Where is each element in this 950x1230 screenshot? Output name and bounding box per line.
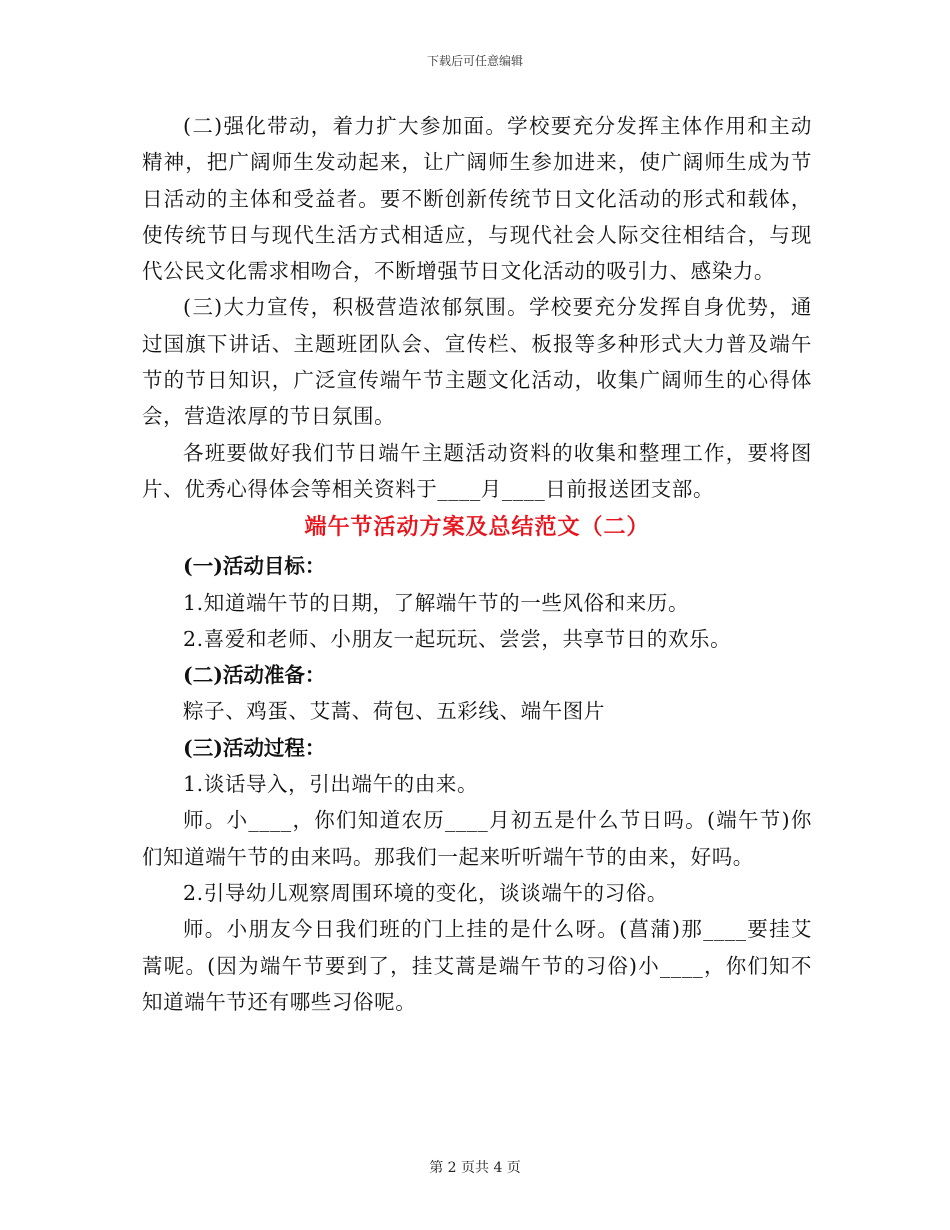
section-heading-goals: (一)活动目标：	[183, 554, 326, 579]
process-step-1: 1.谈话导入，引出端午的由来。	[183, 772, 479, 797]
section-heading-process: (三)活动过程：	[183, 735, 326, 760]
paragraph-publicity: (三)大力宣传，积极营造浓郁氛围。学校要充分发挥自身优势，通过国旗下讲话、主题班团队会、宣传栏、板报等多种形式大力普及端午节的节日知识，广泛宣传端午节主题文化活动，收集广阔师生的心得体会，营造浓厚的节日氛围。	[142, 295, 812, 429]
paragraph-strengthen: (二)强化带动，着力扩大参加面。学校要充分发挥主体作用和主动精神，把广阔师生发动起来，让广阔师生参加进来，使广阔师生成为节日活动的主体和受益者。要不断创新传统节日文化活动的形式和载体，使传统节日与现代生活方式相适应，与现代社会人际交往相结合，与现代公民文化需求相吻合，不断增强节日文化活动的吸引力、感染力。	[142, 114, 812, 284]
process-step-2: 2.引导幼儿观察周围环境的变化，谈谈端午的习俗。	[183, 880, 668, 905]
paragraph-submission: 各班要做好我们节日端午主题活动资料的收集和整理工作，要将图片、优秀心得体会等相关资料于____月____日前报送团支部。	[142, 440, 812, 501]
preparation-text: 粽子、鸡蛋、艾蒿、荷包、五彩线、端午图片	[183, 699, 605, 724]
document-title: 端午节活动方案及总结范文（二）	[304, 515, 650, 541]
goal-item-2: 2.喜爱和老师、小朋友一起玩玩、尝尝，共享节日的欢乐。	[183, 626, 732, 651]
page-number: 第 2 页共 4 页	[429, 1160, 521, 1176]
goal-item-1: 1.知道端午节的日期，了解端午节的一些风俗和来历。	[183, 590, 690, 615]
process-step-2-text: 师。小朋友今日我们班的门上挂的是什么呀。(菖蒲)那____要挂艾蒿呢。(因为端午节要到了，挂艾蒿是端午节的习俗)小____，你们知不知道端午节还有哪些习俗呢。	[142, 917, 812, 1014]
page-header: 下载后可任意编辑	[426, 54, 523, 68]
document-body	[142, 108, 812, 1020]
section-heading-preparation: (二)活动准备：	[183, 663, 326, 688]
process-step-1-text: 师。小____，你们知道农历____月初五是什么节日吗。(端午节)你们知道端午节的由来吗。那我们一起来听听端午节的由来，好吗。	[142, 808, 812, 869]
